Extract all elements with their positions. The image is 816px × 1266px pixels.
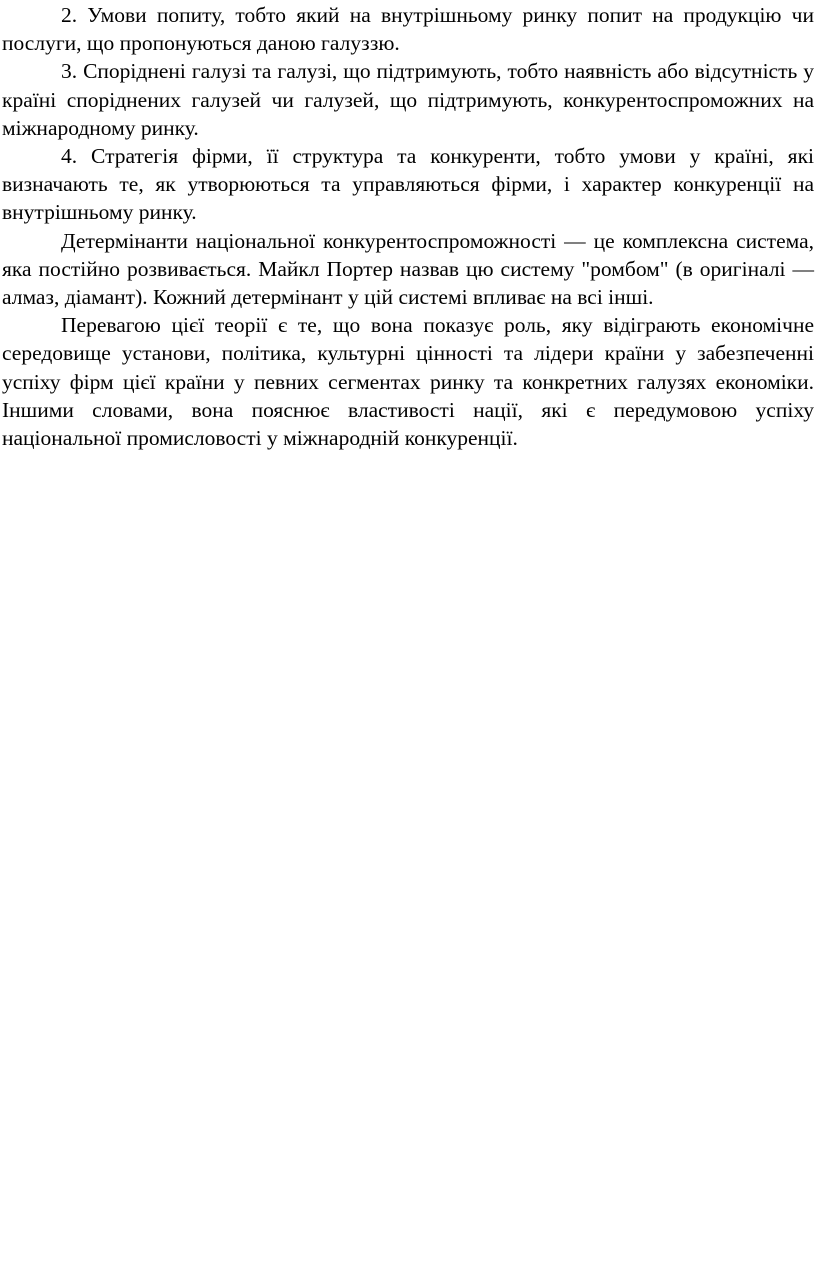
paragraph-diamond-system: Детермінанти національної конкурентоспроможності — це комплексна система, яка постійно розвивається. Майкл Портер назвав цю систему "ромбом" (в оригіналі — алмаз, діамант). Кожний детермінант у цій системі впливає на всі інші. [2, 228, 814, 310]
document-body [2, 1, 814, 452]
paragraph-theory-advantage: Перевагою цієї теорії є те, що вона показує роль, яку відіграють економічне середовище установи, політика, культурні цінності та лідери країни у забезпеченні успіху фірм цієї країни у певних сегментах ринку та конкретних галузях економіки. Іншими словами, вона пояснює властивості нації, які є передумовою успіху національної промисловості у міжнародній конкуренції. [2, 313, 814, 451]
paragraph-related-industries: 3. Споріднені галузі та галузі, що підтримують, тобто наявність або відсутність у країні споріднених галузей чи галузей, що підтримують, конкурентоспроможних на міжнародному ринку. [2, 59, 814, 140]
paragraph-firm-strategy: 4. Стратегія фірми, її структура та конкуренти, тобто умови у країні, які визначають те, як утворюються та управляються фірми, і характер конкуренції на внутрішньому ринку. [2, 144, 814, 225]
paragraph-demand-conditions: 2. Умови попиту, тобто який на внутрішньому ринку попит на продукцію чи послуги, що пропонуються даною галуззю. [2, 3, 814, 56]
